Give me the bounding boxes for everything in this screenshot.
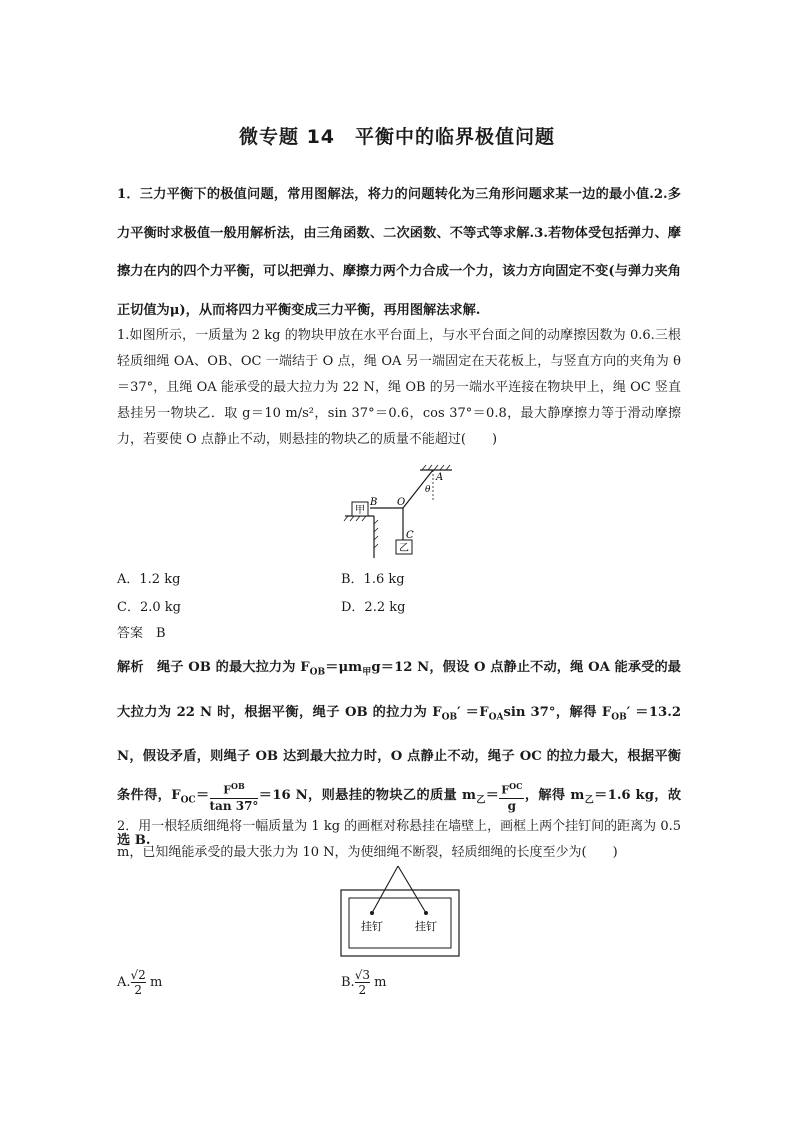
sol-part5: sin 37°，解得 F — [503, 704, 612, 720]
fraction-1 — [210, 779, 259, 813]
label-B: B — [370, 497, 378, 508]
option-a-prefix: A. — [117, 975, 131, 990]
option-a-unit: m — [145, 975, 163, 990]
question-2 — [117, 814, 681, 866]
option-a[interactable]: A．1.2 kg — [117, 572, 181, 587]
answer-line: 答案 B — [117, 626, 166, 641]
option-b[interactable]: B．1.6 kg — [341, 572, 405, 587]
option-d[interactable]: D．2.2 kg — [341, 600, 406, 615]
sol-sub4: OA — [488, 712, 504, 723]
nail-right-label: 挂钉 — [415, 920, 437, 933]
sol-eq: ＝ — [195, 788, 210, 804]
fraction-2 — [499, 779, 524, 813]
sol-part9: ＝1.6 kg，故选 B. — [117, 788, 682, 848]
sol-part6: ′ ＝13.2 N，假设矛盾，则绳子 OB 达到最大拉力时，O 点静止不动，绳子 OC 的拉力最大，根据平衡条件得，F — [117, 704, 681, 804]
sol-sub6: OC — [180, 795, 196, 806]
intro-paragraph — [117, 176, 681, 330]
sol-sub2: 甲 — [362, 667, 372, 678]
fraction-1-den: tan 37° — [209, 798, 259, 813]
label-jia: 甲 — [355, 505, 365, 516]
question-2-option-a[interactable] — [117, 968, 162, 997]
sol-eq2: ＝ — [485, 788, 500, 804]
question-2-text: 2．用一根轻质细绳将一幅质量为 1 kg 的画框对称悬挂在墙壁上，画框上两个挂钉间的距离为 0.5 m，已知绳能承受的最大张力为 10 N，为使细绳不断裂，轻质细绳的长度至少为( ) — [117, 819, 681, 860]
label-O: O — [397, 497, 406, 508]
label-C: C — [406, 530, 414, 541]
option-a-fraction — [131, 968, 146, 997]
intro-text: 1．三力平衡下的极值问题，常用图解法，将力的问题转化为三角形问题求某一边的最小值.2.多力平衡时求极值一般用解析法，由三角函数、二次函数、不等式等求解.3.若物体受包括弹力、摩擦力在内的四个力平衡，可以把弹力、摩擦力两个力合成一个力，该力方向固定不变(与弹力夹角正切值为μ)，从而将四力平衡变成三力平衡，再用图解法求解. — [117, 187, 681, 318]
option-b-prefix: B. — [341, 975, 355, 990]
option-b-num: √3 — [354, 968, 370, 982]
question-1 — [117, 323, 681, 453]
sol-part3: g＝12 N，假设 O 点静止不动，绳 OA 能承受的最大拉力为 22 N 时，根据平衡，绳子 OB 的拉力为 F — [117, 660, 681, 720]
sol-sub1: OB — [309, 667, 326, 678]
option-b-fraction — [355, 968, 370, 997]
nail-left-label: 挂钉 — [361, 920, 383, 933]
question-1-figure — [340, 462, 460, 562]
question-1-text: 1.如图所示，一质量为 2 kg 的物块甲放在水平台面上，与水平台面之间的动摩擦因数为 0.6.三根轻质细绳 OA、OB、OC 一端结于 O 点，绳 OA 另一端固定在天花板上，与竖直方向的夹角为 θ＝37°，且绳 OA 能承受的最大拉力为 22 N，绳 OB 的另一端水平连接在物块甲上，绳 OC 竖直悬挂另一物块乙．取 g＝10 m/s²，sin 37°＝0.6，cos 37°＝0.8，最大静摩擦力等于滑动摩擦力，若要使 O 点静止不动，则悬挂的物块乙的质量不能超过( ) — [117, 328, 681, 447]
sol-part8: ，解得 m — [524, 788, 585, 804]
label-A: A — [436, 472, 444, 483]
page-title: 微专题 14 平衡中的临界极值问题 — [238, 126, 556, 148]
fraction-1-num: $F^{OB}$ — [210, 779, 259, 799]
option-a-den: 2 — [134, 983, 142, 997]
sol-sub7: 乙 — [476, 795, 486, 806]
sol-sub5: OB — [611, 712, 627, 723]
question-2-figure — [340, 862, 460, 958]
option-a-num: √2 — [130, 968, 146, 982]
sol-sub8: 乙 — [584, 795, 595, 806]
fraction-2-den: g — [507, 798, 517, 813]
sol-part1: 解析 绳子 OB 的最大拉力为 F — [117, 660, 310, 675]
option-b-den: 2 — [358, 983, 367, 997]
option-c[interactable]: C．2.0 kg — [117, 600, 181, 615]
fraction-2-num: $F^{OC}$ — [501, 780, 523, 797]
sol-part7: ＝16 N，则悬挂的物块乙的质量 m — [258, 788, 476, 804]
sol-part4: ′ ＝F — [457, 704, 489, 720]
sol-part2: ＝μm — [325, 660, 363, 675]
label-yi: 乙 — [399, 543, 409, 554]
sol-sub3: OB — [441, 712, 458, 723]
option-b-unit: m — [369, 975, 387, 990]
label-theta: θ — [425, 485, 431, 495]
question-2-option-b[interactable] — [341, 968, 386, 997]
